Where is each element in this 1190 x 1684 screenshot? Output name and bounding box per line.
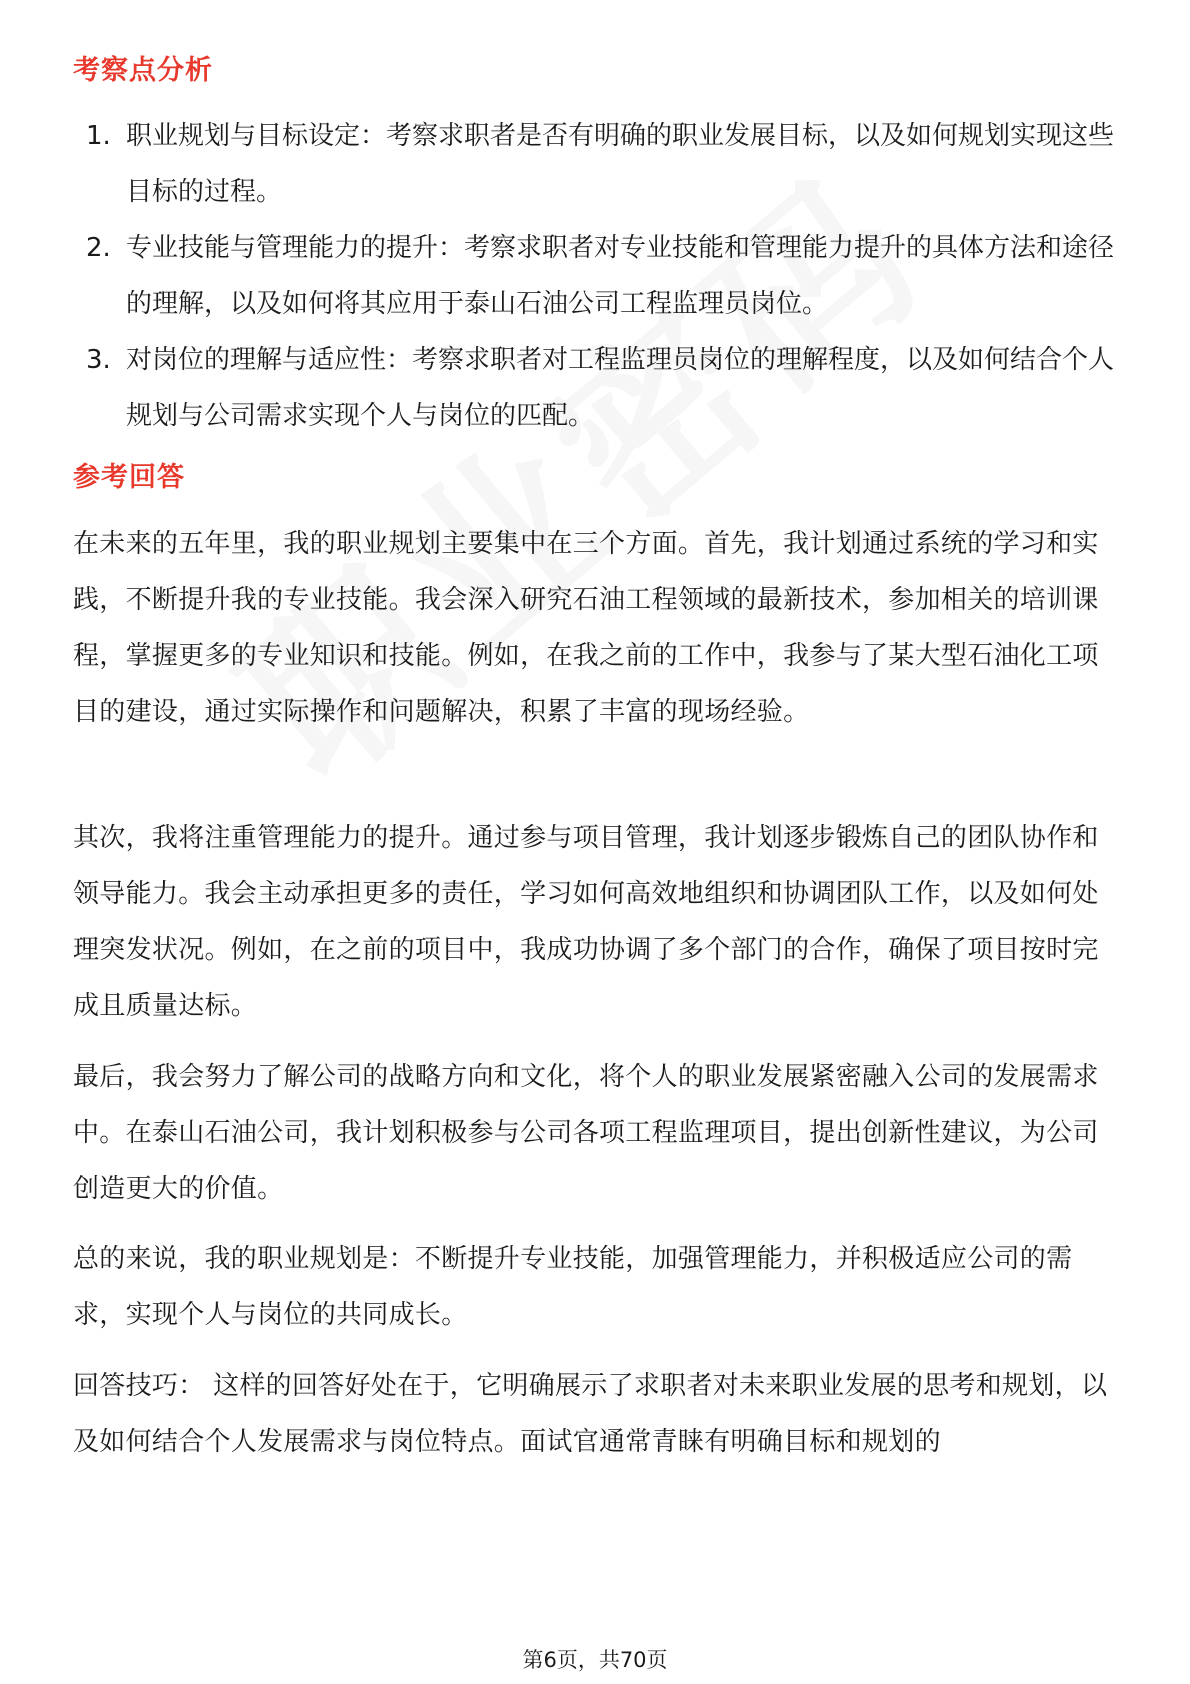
section-title-reference-answer: 参考回答 [73, 462, 185, 493]
list-number: 3. [86, 345, 111, 375]
list-item [73, 332, 1123, 444]
answer-paragraph: 最后，我会努力了解公司的战略方向和文化，将个人的职业发展紧密融入公司的发展需求中。在泰山石油公司，我计划积极参与公司各项工程监理项目，提出创新性建议，为公司创造更大的价值。 [73, 1062, 1099, 1204]
list-number: 2. [86, 233, 111, 263]
list-item-text: 专业技能与管理能力的提升：考察求职者对专业技能和管理能力提升的具体方法和途径的理解，以及如何将其应用于泰山石油公司工程监理员岗位。 [126, 233, 1115, 319]
answer-paragraph: 在未来的五年里，我的职业规划主要集中在三个方面。首先，我计划通过系统的学习和实践，不断提升我的专业技能。我会深入研究石油工程领域的最新技术，参加相关的培训课程，掌握更多的专业知识和技能。例如，在我之前的工作中，我参与了某大型石油化工项目的建设，通过实际操作和问题解决，积累了丰富的现场经验。 [73, 529, 1099, 727]
list-item [73, 220, 1123, 332]
answer-tips-paragraph: 回答技巧： 这样的回答好处在于，它明确展示了求职者对未来职业发展的思考和规划，以及如何结合个人发展需求与岗位特点。面试官通常青睐有明确目标和规划的 [73, 1371, 1108, 1457]
section-title-analysis: 考察点分析 [73, 55, 213, 86]
list-item [73, 108, 1123, 220]
list-number: 1. [86, 121, 111, 151]
answer-paragraph: 总的来说，我的职业规划是：不断提升专业技能，加强管理能力，并积极适应公司的需求，实现个人与岗位的共同成长。 [73, 1244, 1073, 1330]
analysis-list [73, 108, 1123, 444]
page-number-footer: 第6页，共70页 [522, 1648, 668, 1672]
list-item-text: 对岗位的理解与适应性：考察求职者对工程监理员岗位的理解程度，以及如何结合个人规划与公司需求实现个人与岗位的匹配。 [126, 345, 1115, 431]
list-item-text: 职业规划与目标设定：考察求职者是否有明确的职业发展目标，以及如何规划实现这些目标的过程。 [126, 121, 1115, 207]
answer-paragraph: 其次，我将注重管理能力的提升。通过参与项目管理，我计划逐步锻炼自己的团队协作和领导能力。我会主动承担更多的责任，学习如何高效地组织和协调团队工作，以及如何处理突发状况。例如，在之前的项目中，我成功协调了多个部门的合作，确保了项目按时完成且质量达标。 [73, 823, 1099, 1021]
